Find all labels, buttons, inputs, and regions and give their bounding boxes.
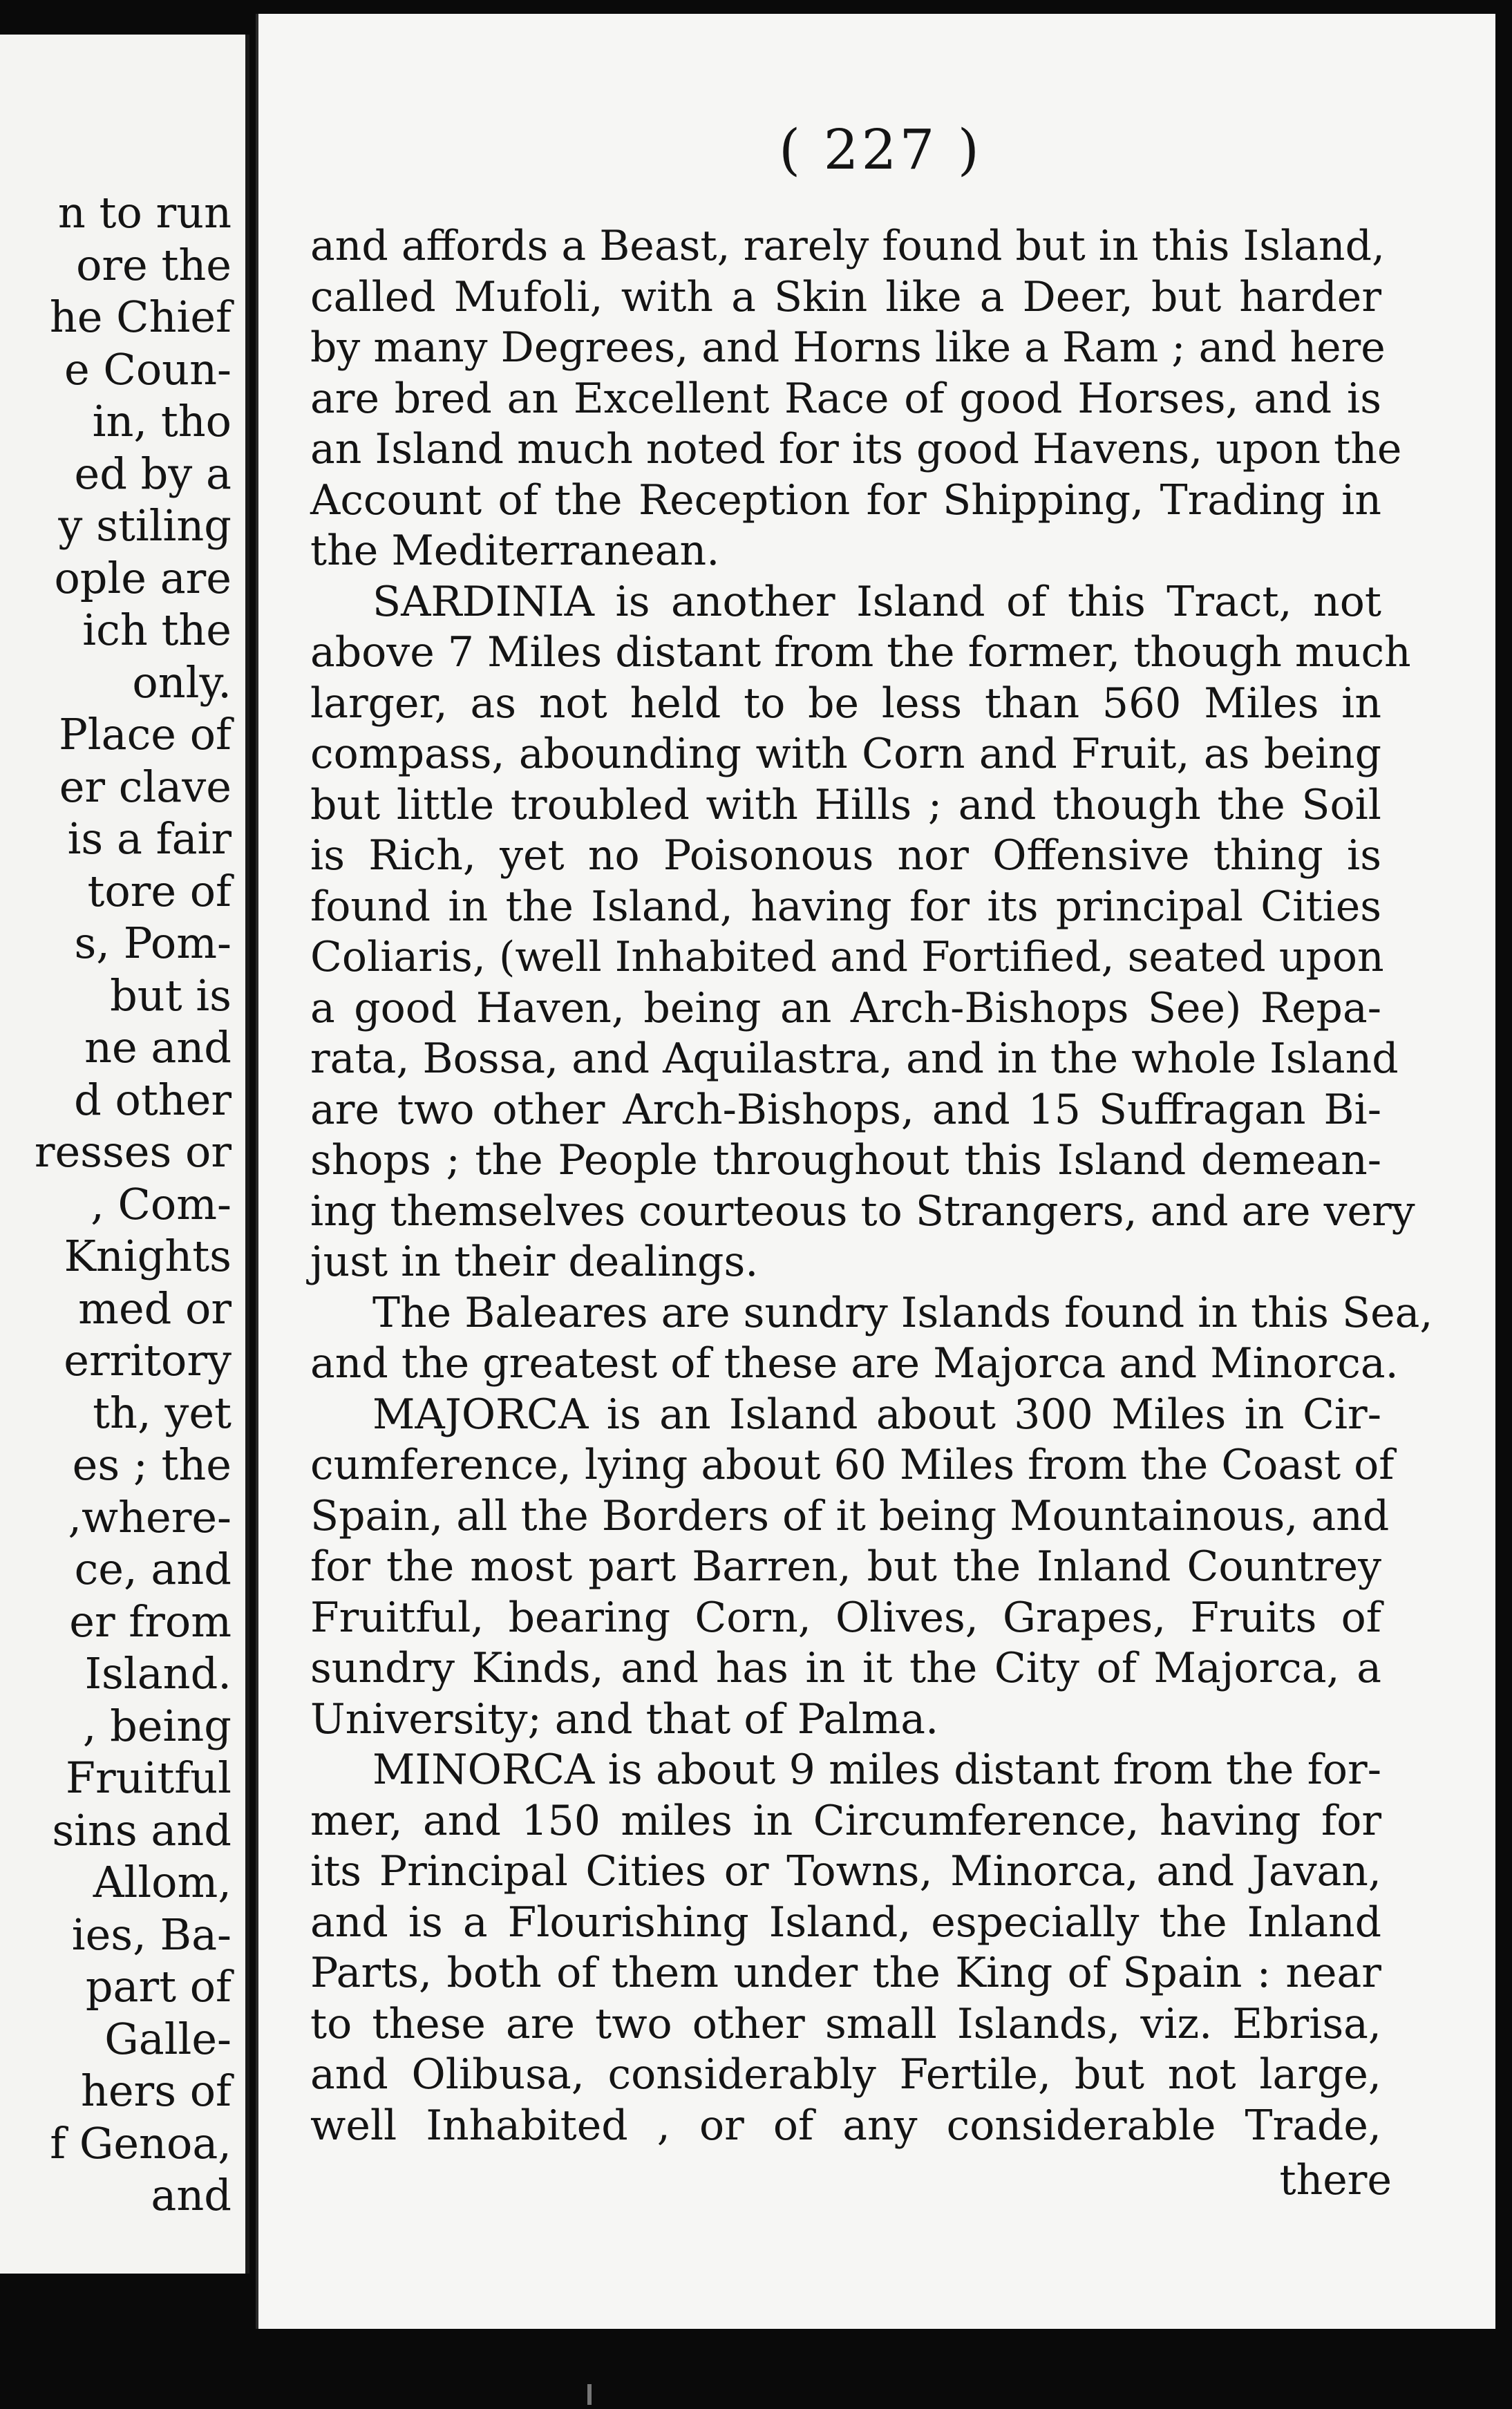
left-page-line: ies, Ba- <box>71 1909 231 1960</box>
text-line: Account of the Reception for Shipping, Trading in <box>310 475 1381 525</box>
text-line: SARDINIA is another Island of this Tract, not <box>372 577 1381 626</box>
left-page-line: y stiling <box>58 500 231 551</box>
left-page-fragment <box>0 35 249 2274</box>
left-page-line: th, yet <box>93 1387 231 1438</box>
text-line: are bred an Excellent Race of good Horses, and is <box>310 374 1381 423</box>
text-line: compass, abounding with Corn and Fruit, as being <box>310 730 1381 778</box>
left-page-line: ich the <box>82 605 231 655</box>
left-page-line: and <box>151 2170 231 2220</box>
page-number: ( 227 ) <box>779 117 982 182</box>
left-page-line: ople are <box>54 552 231 603</box>
left-page-line: , being <box>82 1700 231 1751</box>
text-line: Fruitful, bearing Corn, Olives, Grapes, Fruits of <box>310 1593 1381 1642</box>
left-page-line: in, tho <box>92 396 231 446</box>
text-line: just in their dealings. <box>310 1238 759 1286</box>
text-line: for the most part Barren, but the Inland Countrey <box>310 1542 1381 1591</box>
left-page-line: sins and <box>52 1804 231 1855</box>
text-line: its Principal Cities or Towns, Minorca, and Javan, <box>310 1847 1381 1896</box>
text-line: called Mufoli, with a Skin like a Deer, but harder <box>310 272 1381 321</box>
left-page-line: he Chief <box>49 292 231 342</box>
left-page-line: , Com- <box>91 1178 231 1229</box>
left-page-line: is a fair <box>67 813 231 864</box>
text-line: Parts, both of them under the King of Spain : near <box>310 1949 1381 1997</box>
text-line: The Baleares are sundry Islands found in this Sea, <box>372 1288 1433 1337</box>
text-line: an Island much noted for its good Havens, upon the <box>310 425 1402 473</box>
text-line: ing themselves courteous to Strangers, and are very <box>310 1187 1415 1236</box>
text-line: found in the Island, having for its principal Cities <box>310 882 1381 931</box>
left-page-line: ore the <box>76 239 231 290</box>
text-line: by many Degrees, and Horns like a Ram ; and here <box>310 323 1386 372</box>
left-page-line: hers of <box>80 2066 231 2116</box>
left-page-line: ce, and <box>74 1544 231 1594</box>
text-line: and the greatest of these are Majorca and Minorca. <box>310 1339 1399 1388</box>
left-page-line: med or <box>78 1283 231 1334</box>
left-page-line: Galle- <box>104 2013 231 2064</box>
binding-mark <box>587 2384 592 2405</box>
text-line: but little troubled with Hills ; and though the Soil <box>310 780 1381 829</box>
left-page-text <box>3 187 231 2222</box>
left-page-line: n to run <box>57 187 231 238</box>
right-page <box>256 14 1495 2329</box>
text-line: to these are two other small Islands, viz. Ebrisa, <box>310 1999 1381 2048</box>
left-page-line: s, Pom- <box>74 918 231 968</box>
left-page-line: Allom, <box>93 1857 231 1907</box>
catchword: there <box>1279 2156 1392 2204</box>
text-line: University; and that of Palma. <box>310 1694 939 1744</box>
text-line: shops ; the People throughout this Island demean- <box>310 1136 1381 1184</box>
left-page-line: but is <box>110 970 231 1021</box>
left-page-line: resses or <box>34 1126 231 1177</box>
left-page-line: f Genoa, <box>50 2117 231 2169</box>
text-line: is Rich, yet no Poisonous nor Offensive thing is <box>310 831 1381 880</box>
text-line: mer, and 150 miles in Circumference, having for <box>310 1796 1381 1845</box>
left-page-line: only. <box>132 656 231 708</box>
text-line: above 7 Miles distant from the former, though much <box>310 628 1411 677</box>
text-line: a good Haven, being an Arch-Bishops See) Repa- <box>310 983 1381 1032</box>
text-line: Spain, all the Borders of it being Mountainous, and <box>310 1491 1390 1540</box>
left-page-line: erritory <box>64 1335 231 1386</box>
text-line: and is a Flourishing Island, especially the Inland <box>310 1898 1381 1947</box>
text-line: MINORCA is about 9 miles distant from the for- <box>372 1746 1381 1794</box>
left-page-line: ,where- <box>68 1491 231 1542</box>
left-page-line: ed by a <box>74 448 231 499</box>
text-line: cumference, lying about 60 Miles from the Coast of <box>310 1441 1395 1489</box>
body-text <box>310 221 1433 2151</box>
text-line: well Inhabited , or of any considerable Trade, <box>310 2101 1381 2150</box>
text-line: the Mediterranean. <box>310 527 720 575</box>
left-page-line: ne and <box>84 1022 231 1073</box>
text-line: and Olibusa, considerably Fertile, but not large, <box>310 2050 1381 2099</box>
text-line: and affords a Beast, rarely found but in this Island, <box>310 222 1386 270</box>
text-line: Coliaris, (well Inhabited and Fortified, seated upon <box>310 933 1384 981</box>
left-page-line: part of <box>85 1961 231 2012</box>
left-page-line: d other <box>74 1074 231 1125</box>
left-page-line: Fruitful <box>65 1753 231 1803</box>
left-page-line: e Coun- <box>64 343 231 395</box>
text-line: rata, Bossa, and Aquilastra, and in the whole Island <box>310 1035 1399 1083</box>
left-page-line: tore of <box>87 865 231 916</box>
text-line: are two other Arch-Bishops, and 15 Suffragan Bi- <box>310 1085 1381 1134</box>
left-page-line: Knights <box>64 1231 231 1281</box>
left-page-line: er clave <box>59 761 231 812</box>
left-page-line: er from <box>69 1596 231 1647</box>
left-page-line: Island. <box>84 1648 231 1699</box>
text-line: sundry Kinds, and has in it the City of Majorca, a <box>310 1644 1381 1692</box>
left-page-line: es ; the <box>72 1439 231 1490</box>
left-page-line: Place of <box>59 709 231 759</box>
text-line: larger, as not held to be less than 560 Miles in <box>310 679 1381 728</box>
text-line: MAJORCA is an Island about 300 Miles in Cir- <box>372 1390 1381 1439</box>
